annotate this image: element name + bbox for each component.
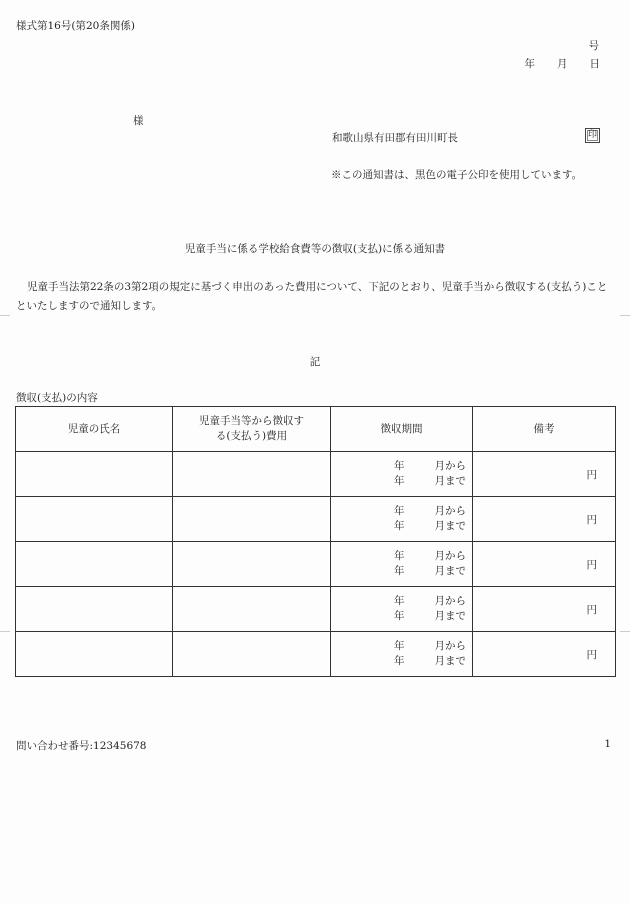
addressee-honorific: 様	[133, 115, 144, 127]
header-period: 徴収期間	[331, 407, 473, 452]
period-year-from: 年	[394, 550, 405, 562]
period-month-from: 月から	[434, 640, 466, 652]
child-name-cell	[16, 632, 173, 677]
page-number: 1	[604, 738, 611, 750]
period-year-to: 年	[394, 655, 405, 667]
margin-mark	[0, 631, 10, 632]
table-row	[16, 542, 616, 587]
issue-date	[525, 56, 601, 71]
remarks-yen-cell: 円	[473, 587, 616, 632]
period-month-from: 月から	[434, 460, 466, 472]
fee-cell	[173, 587, 331, 632]
table-header-row	[16, 407, 616, 452]
electronic-seal-notice: ※この通知書は、黒色の電子公印を使用しています。	[331, 169, 583, 181]
margin-mark	[620, 631, 630, 632]
remarks-yen-cell: 円	[473, 632, 616, 677]
period-cell	[331, 452, 473, 497]
period-cell	[331, 497, 473, 542]
period-year-to: 年	[394, 520, 405, 532]
child-name-cell	[16, 542, 173, 587]
date-day: 日	[589, 58, 600, 70]
header-fee-text: 児童手当等から徴収する(支払う)費用	[199, 415, 304, 442]
header-child-name: 児童の氏名	[16, 407, 173, 452]
period-year-to: 年	[394, 565, 405, 577]
period-month-to: 月まで	[434, 475, 466, 487]
period-year-to: 年	[394, 475, 405, 487]
child-name-cell	[16, 497, 173, 542]
remarks-yen-cell: 円	[473, 497, 616, 542]
table-row	[16, 587, 616, 632]
inquiry-number: 問い合わせ番号:12345678	[16, 740, 147, 752]
fee-cell	[173, 632, 331, 677]
document-title: 児童手当に係る学校給食費等の徴収(支払)に係る通知書	[184, 243, 446, 255]
date-month: 月	[557, 58, 568, 70]
period-month-to: 月まで	[434, 565, 466, 577]
collection-table	[15, 406, 616, 677]
period-month-to: 月まで	[434, 655, 466, 667]
period-year-from: 年	[394, 640, 405, 652]
period-cell	[331, 632, 473, 677]
table-row	[16, 452, 616, 497]
issuer-name: 和歌山県有田郡有田川町長	[332, 132, 458, 144]
date-year: 年	[524, 58, 535, 70]
period-year-from: 年	[394, 595, 405, 607]
seal-stamp	[585, 128, 600, 143]
period-cell	[331, 542, 473, 587]
remarks-yen-cell: 円	[473, 452, 616, 497]
seal-text: 印	[587, 130, 597, 140]
form-number: 様式第16号(第20条関係)	[16, 20, 135, 32]
header-remarks: 備考	[473, 407, 616, 452]
header-fee	[173, 407, 331, 452]
period-cell	[331, 587, 473, 632]
document-number-label: 号	[588, 40, 599, 52]
table-row	[16, 632, 616, 677]
child-name-cell	[16, 452, 173, 497]
remarks-yen-cell: 円	[473, 542, 616, 587]
period-month-from: 月から	[434, 505, 466, 517]
fee-cell	[173, 542, 331, 587]
body-paragraph: 児童手当法第22条の3第2項の規定に基づく申出のあった費用について、下記のとおり、児童手当から徴収する(支払う)ことといたしますので通知します。	[16, 281, 608, 312]
period-month-to: 月まで	[434, 520, 466, 532]
table-caption: 徴収(支払)の内容	[16, 392, 98, 404]
period-month-from: 月から	[434, 550, 466, 562]
fee-cell	[173, 497, 331, 542]
ki-heading: 記	[309, 356, 321, 368]
margin-mark	[620, 315, 630, 316]
fee-cell	[173, 452, 331, 497]
period-year-to: 年	[394, 610, 405, 622]
margin-mark	[0, 315, 10, 316]
table-row	[16, 497, 616, 542]
child-name-cell	[16, 587, 173, 632]
period-month-from: 月から	[434, 595, 466, 607]
period-year-from: 年	[394, 505, 405, 517]
period-year-from: 年	[394, 460, 405, 472]
period-month-to: 月まで	[434, 610, 466, 622]
